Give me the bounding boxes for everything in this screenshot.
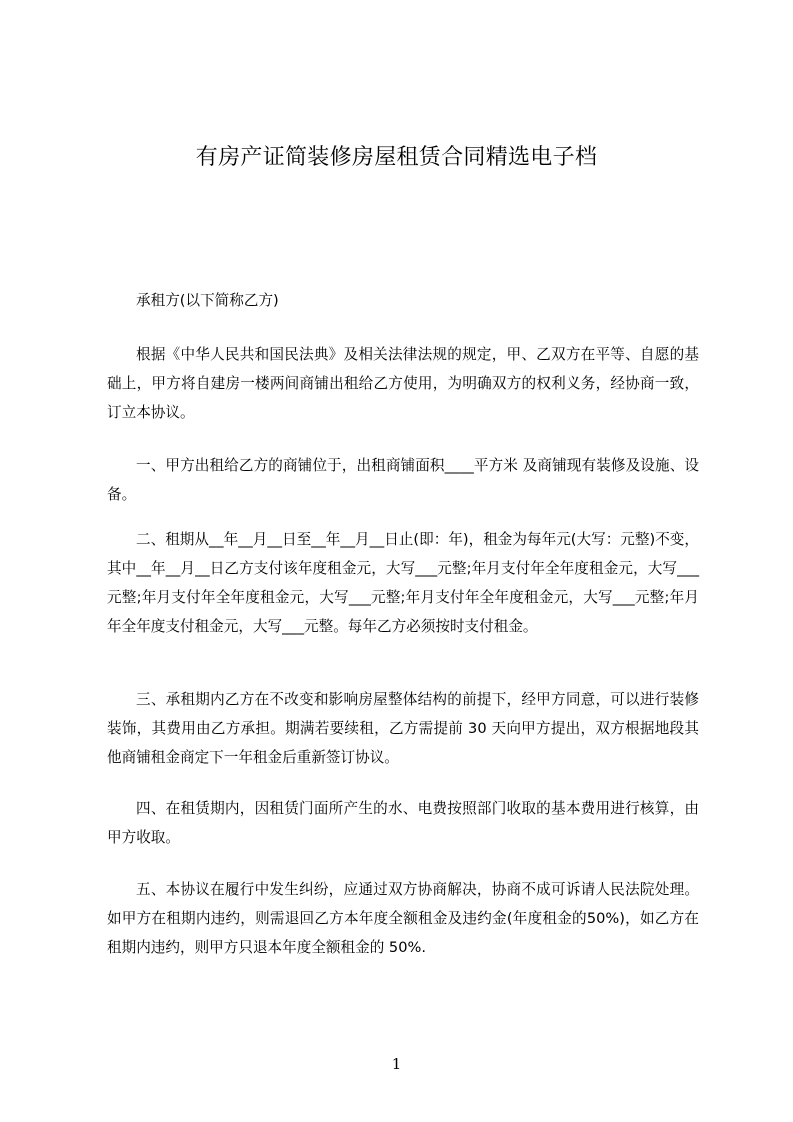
- clause-3-paragraph: 三、承租期内乙方在不改变和影响房屋整体结构的前提下，经甲方同意，可以进行装修装饰，其费用由乙方承担。期满若要续租，乙方需提前 30 天向甲方提出，双方根据地段其他商铺租金商定下一年租金后重新签订协议。: [107, 691, 699, 766]
- clause-1-paragraph: 一、甲方出租给乙方的商铺位于，出租商铺面积____平方米 及商铺现有装修及设施、设备。: [107, 457, 699, 503]
- clause-2-paragraph: 二、租期从__年__月__日至__年__月__日止(即：年)，租金为每年元(大写：元整)不变，其中__年__月__日乙方支付该年度租金元，大写___元整;年月支付年全年度租金元，大写___元整;年月支付年全年度租金元，大写___元整;年月支付年全年度租金元，大写___元整;年月年全年度支付租金元，大写___元整。每年乙方必须按时支付租金。: [107, 531, 699, 635]
- page-number: 1: [391, 1055, 402, 1073]
- clause-4-paragraph: 四、在租赁期内，因租赁门面所产生的水、电费按照部门收取的基本费用进行核算，由甲方收取。: [107, 800, 699, 846]
- intro-paragraph: 根据《中华人民共和国民法典》及相关法律法规的规定，甲、乙双方在平等、自愿的基础上，甲方将自建房一楼两间商铺出租给乙方使用，为明确双方的权利义务，经协商一致，订立本协议。: [107, 346, 699, 421]
- document-title: 有房产证简装修房屋租赁合同精选电子档: [195, 145, 598, 170]
- clause-5-paragraph: 五、本协议在履行中发生纠纷，应通过双方协商解决，协商不成可诉请人民法院处理。如甲方在租期内违约，则需退回乙方本年度全额租金及违约金(年度租金的50%)，如乙方在租期内违约，则甲方只退本年度全额租金的 50%.: [107, 881, 699, 956]
- lessee-line: 承租方(以下简称乙方): [136, 292, 279, 309]
